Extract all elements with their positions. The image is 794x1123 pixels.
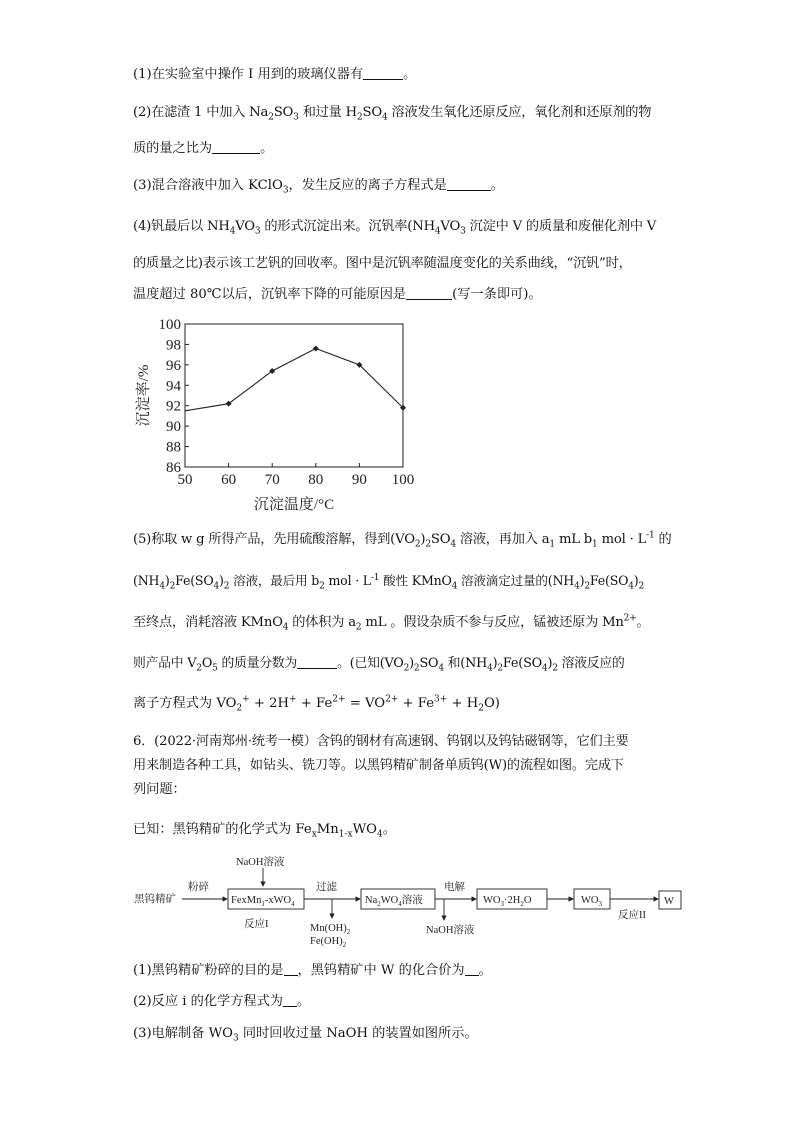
tungsten-process-flow	[126, 852, 696, 952]
question-5-line-5: 离子方程式为 $VO_2^+ + 2H^+ + Fe^{2+} = VO^{2+} + Fe^{3+} + H_2O$)	[133, 694, 500, 714]
question-5-line-4: 则产品中 $V_2O_5$ 的质量分数为 。(已知$(VO_2)_2SO_4$ 和$(NH_4)_2Fe(SO_4)_2$ 溶液反应的	[133, 656, 625, 674]
question-1: (1)在实验室中操作 I 用到的玻璃仪器有 。	[133, 67, 417, 82]
sub-question-1: (1)黑钨精矿粉碎的目的是 ，黑钨精矿中 W 的化合价为 。	[133, 963, 492, 978]
question-5-line-2: $(NH_4)_2Fe(SO_4)_2$ 溶液，最后用 $b_2$ mol · $L^{-1}$ 酸性 KMnO$_4$ 溶液滴定过量的$(NH_4)_2Fe(SO_4)_2$	[133, 572, 645, 592]
question-4-line-3: 温度超过 80℃以后，沉钒率下降的可能原因是 (写一条即可)。	[133, 287, 542, 302]
byproduct-mn-label: $Mn(OH)_2$	[310, 923, 351, 936]
answer-blank	[283, 994, 297, 1007]
y-axis-label: 沉淀率/%	[136, 364, 152, 427]
x-axis-label: 沉淀温度/°C	[253, 497, 335, 513]
answer-blank	[297, 656, 337, 669]
sub-question-2: (2)反应 i 的化学方程式为 。	[133, 994, 311, 1009]
series-line	[185, 349, 403, 411]
question-2-line-1: (2)在滤渣 1 中加入 $Na_2SO_3$ 和过量 $H_2SO_4$ 溶液发生氧化还原反应，氧化剂和还原剂的物	[133, 105, 652, 123]
y-tick-label: 98	[166, 337, 181, 354]
answer-blank	[212, 141, 260, 154]
box5-text: W	[664, 896, 674, 907]
answer-blank	[447, 178, 491, 191]
naoh-output-label: NaOH溶液	[426, 925, 475, 936]
reaction-1-label: 反应I	[244, 919, 269, 930]
x-tick-label: 60	[221, 472, 237, 488]
question-4-line-2: 的质量之比)表示该工艺钒的回收率。图中是沉钒率随温度变化的关系曲线，“沉钒”时，	[133, 256, 632, 271]
y-tick-label: 100	[158, 317, 181, 333]
x-tick-label: 70	[264, 472, 280, 488]
answer-blank	[406, 287, 452, 300]
x-tick-label: 90	[351, 472, 367, 488]
filter-label: 过滤	[316, 882, 337, 893]
grind-label: 粉碎	[188, 882, 209, 893]
y-tick-label: 90	[166, 419, 181, 436]
precipitation-rate-chart	[126, 312, 426, 517]
known-formula: 已知：黑钨精矿的化学式为 $Fe_xMn_{1-x}WO_4$。	[133, 822, 396, 840]
question-5-line-3: 至终点，消耗溶液 KMnO$_4$ 的体积为 $a_2$ mL 。假设杂质不参与反应，锰被还原为 $Mn^{2+}$。	[133, 613, 650, 633]
question-5-line-1: (5)称取 w g 所得产品，先用硫酸溶解，得到$(VO_2)_2SO_4$ 溶液，再加入 $a_1$ mL $b_1$ mol · $L^{-1}$ 的	[133, 530, 672, 550]
y-tick-label: 92	[166, 398, 181, 415]
answer-blank	[284, 963, 298, 976]
question-6-line-1: 6．(2022·河南郑州·统考一模）含钨的钢材有高速钢、钨钢以及钨钴磁钢等，它们主要	[133, 734, 629, 749]
data-point-marker	[313, 346, 319, 352]
reaction-2-label: 反应II	[618, 910, 646, 921]
question-2-line-2: 质的量之比为 。	[133, 141, 274, 156]
answer-blank	[363, 67, 403, 80]
x-tick-label: 100	[391, 472, 415, 488]
y-tick-label: 94	[166, 378, 181, 395]
plot-frame	[185, 324, 403, 467]
question-6-line-3: 列问题：	[133, 782, 186, 797]
y-tick-label: 88	[166, 439, 181, 456]
y-tick-label: 96	[166, 357, 181, 374]
question-4-line-1: (4)钒最后以 $NH_4VO_3$ 的形式沉淀出来。沉钒率($NH_4VO_3$ 沉淀中 V 的质量和废催化剂中 V	[133, 219, 657, 237]
question-6-line-2: 用来制造各种工具，如钻头、铣刀等。以黑钨精矿制备单质钨(W)的流程如图。完成下	[133, 758, 624, 773]
box3-text: $WO_3\cdot 2H_2O$	[483, 895, 532, 908]
sub-question-3: (3)电解制备 $WO_3$ 同时回收过量 NaOH 的装置如图所示。	[133, 1026, 478, 1044]
y-tick-label: 86	[166, 460, 181, 476]
x-tick-label: 50	[177, 472, 193, 488]
naoh-input-label: NaOH溶液	[236, 857, 285, 868]
box2-text: $Na_2WO_4$溶液	[365, 895, 423, 908]
box4-text: $WO_3$	[581, 895, 602, 908]
box1-text: FexMn$_1$-xWO$_4$	[231, 895, 295, 908]
byproduct-fe-label: $Fe(OH)_2$	[310, 936, 347, 949]
question-3: (3)混合溶液中加入 KClO$_3$，发生反应的离子方程式是 。	[133, 178, 504, 196]
x-tick-label: 80	[308, 472, 324, 488]
answer-blank	[465, 963, 479, 976]
electrolysis-label: 电解	[444, 882, 465, 893]
flow-start-label: 黑钨精矿	[134, 894, 176, 905]
